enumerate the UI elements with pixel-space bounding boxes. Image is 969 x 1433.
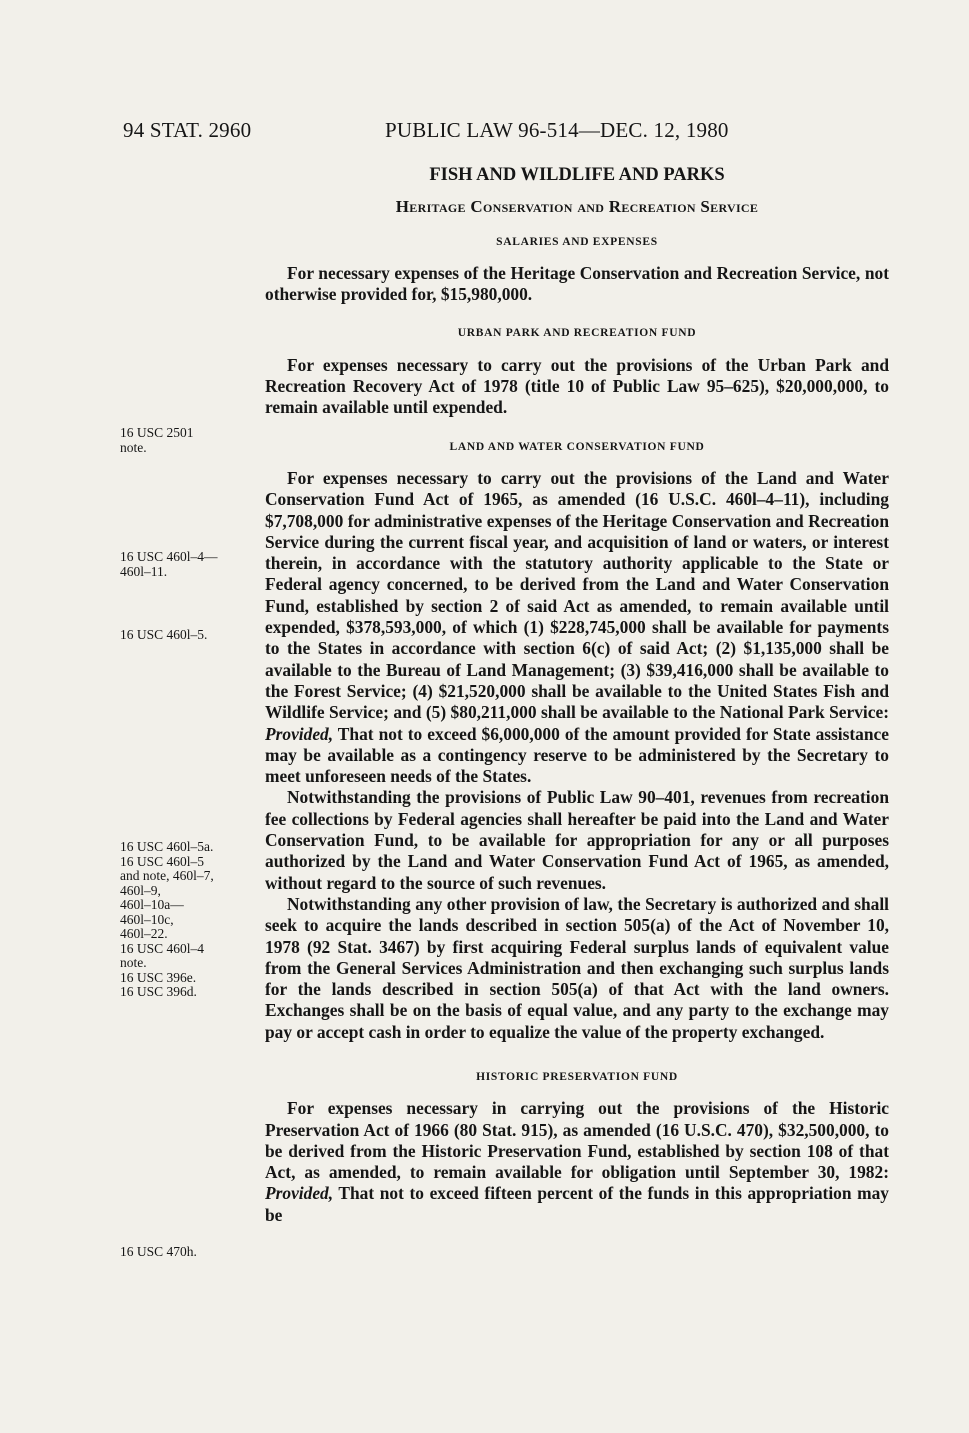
historic-heading: HISTORIC PRESERVATION FUND — [476, 1070, 678, 1083]
margin-note-line: and note, 460l–7, — [120, 868, 214, 883]
margin-note-460l-5a — [120, 840, 252, 1000]
margin-note-line: note. — [120, 955, 147, 970]
margin-note-line: 16 USC 460l–5 — [120, 853, 205, 869]
paragraph-text: For expenses necessary in carrying out the provisions of the Historic Preservation Act of 1966 (80 Stat. 915), as amended (16 U.S.C. 470), $32,500,000, to be derived from the Historic Preservation Fund, established by section 108 of that Act, as amended, to remain available for obligation until September 30, 1982: — [265, 1098, 889, 1183]
land-water-heading: LAND AND WATER CONSERVATION FUND — [449, 440, 705, 453]
margin-note-line: 16 USC 460l–4— — [120, 549, 218, 564]
margin-note-line: 16 USC 396d. — [120, 984, 197, 999]
stat-reference: 94 STAT. 2960 — [123, 118, 252, 142]
margin-note-line: 460l–11. — [120, 563, 168, 579]
paragraph-text: That not to exceed fifteen percent of the funds in this appropriation may be — [265, 1183, 889, 1225]
margin-note-460l-4 — [120, 550, 252, 579]
land-water-paragraph-1 — [265, 468, 889, 787]
salaries-heading: SALARIES AND EXPENSES — [496, 235, 658, 248]
historic-paragraph — [265, 1098, 889, 1226]
margin-note-line: 16 USC 396e. — [120, 969, 197, 985]
paragraph-text: For expenses necessary to carry out the provisions of the Land and Water Conservation Fund Act of 1965, as amended (16 U.S.C. 460l–4–11), including $7,708,000 for administrative expenses of the Heritage Conservation and Recreation Service during the current fiscal year, and acquisition of land or waters, or interest therein, in accordance with the statutory authority applicable to the State or Federal agency concerned, to be derived from the Land and Water Conservation Fund, established by section 2 of said Act as amended, to remain available until expended, $378,593,000, of which (1) $228,745,000 shall be available for payments to the States in accordance with section 6(c) of said Act; (2) $1,135,000 shall be available to the Bureau of Land Management; (3) $39,416,000 shall be available to the Forest Service; (4) $21,520,000 shall be available to the United States Fish and Wildlife Service; and (5) $80,211,000 shall be available to the National Park Service: — [265, 467, 889, 723]
margin-note-line: 16 USC 460l–4 — [120, 940, 205, 956]
salaries-paragraph: For necessary expenses of the Heritage Conservation and Recreation Service, not otherwise provided for, $15,980,000. — [265, 262, 889, 305]
margin-note-line: 16 USC 2501 — [120, 425, 194, 440]
margin-note-line: 460l–22. — [120, 926, 168, 941]
agency-heading: Heritage Conservation and Recreation Service — [395, 197, 759, 217]
margin-note-line: note. — [120, 439, 147, 455]
margin-note-470h — [120, 1245, 252, 1260]
urban-park-paragraph: For expenses necessary to carry out the provisions of the Urban Park and Recreation Recovery Act of 1978 (title 10 of Public Law 95–625), $20,000,000, to remain available until expended. — [265, 354, 889, 418]
margin-note-line: 16 USC 470h. — [120, 1244, 197, 1259]
paragraph-text: That not to exceed $6,000,000 of the amount provided for State assistance may be available as a contingency reserve to be administered by the Secretary to meet unforeseen needs of the States. — [265, 723, 889, 787]
margin-note-line: 460l–10c, — [120, 911, 174, 927]
margin-note-line: 16 USC 460l–5. — [120, 627, 208, 642]
urban-park-heading: URBAN PARK AND RECREATION FUND — [457, 327, 697, 340]
public-law-reference: PUBLIC LAW 96-514—DEC. 12, 1980 — [385, 118, 729, 142]
margin-note-460l-5 — [120, 628, 252, 643]
main-text-column — [265, 165, 889, 1226]
provided-italic: Provided, — [265, 1183, 334, 1204]
margin-note-line: 16 USC 460l–5a. — [120, 839, 214, 854]
margin-note-line: 460l–10a— — [120, 897, 184, 912]
land-water-paragraph-2: Notwithstanding the provisions of Public Law 90–401, revenues from recreation fee collections by Federal agencies shall hereafter be paid into the Land and Water Conservation Fund, to be available for appropriation for any or all purposes authorized by the Land and Water Conservation Fund Act of 1965, as amended, without regard to the source of such revenues. — [265, 787, 889, 893]
margin-note-2501 — [120, 426, 252, 455]
land-water-paragraph-3: Notwithstanding any other provision of law, the Secretary is authorized and shall seek to acquire the lands described in section 505(a) of the Act of November 10, 1978 (92 Stat. 3467) by first acquiring Federal surplus lands of equivalent value from the General Services Administration and then exchanging such surplus lands for the lands described in section 505(a) of that Act with the land owners. Exchanges shall be on the basis of equal value, and any party to the exchange may pay or accept cash in order to equalize the value of the property exchanged. — [265, 893, 889, 1042]
margin-note-line: 460l–9, — [120, 882, 161, 898]
provided-italic: Provided, — [265, 723, 334, 744]
section-title: FISH AND WILDLIFE AND PARKS — [429, 165, 725, 185]
